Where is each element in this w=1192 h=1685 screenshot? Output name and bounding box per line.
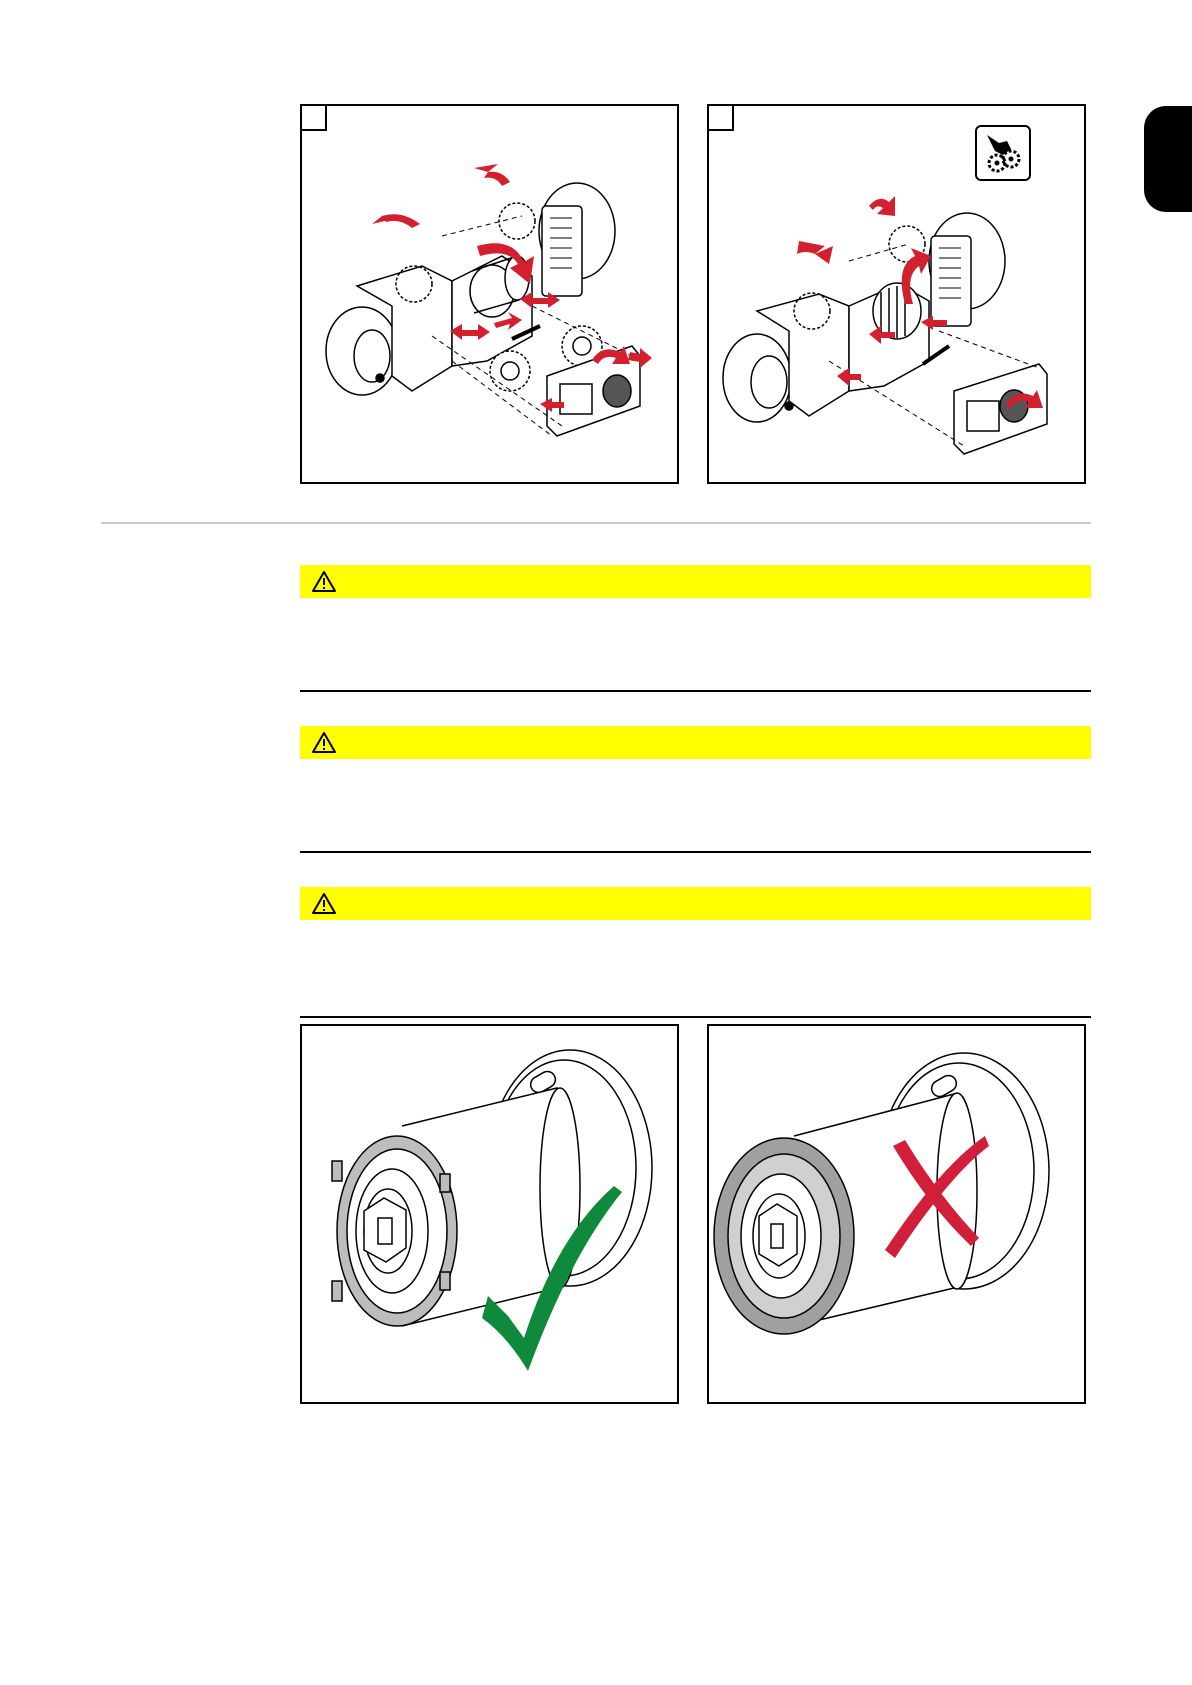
warning-bar <box>300 887 1091 920</box>
warning-bar <box>300 565 1091 598</box>
spool-adapter-correct-illustration <box>302 1026 677 1402</box>
step-number-box <box>302 106 327 131</box>
figure-spool-incorrect <box>707 1024 1086 1404</box>
warning-text <box>300 605 1091 653</box>
figure-roller-removal <box>300 104 679 484</box>
warning-separator <box>300 1016 1091 1018</box>
warning-text <box>300 927 1091 975</box>
warning-triangle-icon <box>311 570 337 593</box>
hand-gear-crush-hazard-icon <box>975 125 1031 181</box>
warning-triangle-icon <box>311 731 337 754</box>
section-divider <box>101 522 1091 524</box>
spool-adapter-incorrect-illustration <box>709 1026 1084 1402</box>
warning-text <box>300 766 1091 814</box>
roller-removal-illustration <box>302 106 677 482</box>
figure-roller-installation <box>707 104 1086 484</box>
step-number-box <box>709 106 734 131</box>
language-side-tab <box>1144 106 1192 212</box>
warning-separator <box>300 690 1091 692</box>
figure-spool-correct <box>300 1024 679 1404</box>
warning-bar <box>300 726 1091 759</box>
warning-separator <box>300 851 1091 853</box>
warning-triangle-icon <box>311 892 337 915</box>
